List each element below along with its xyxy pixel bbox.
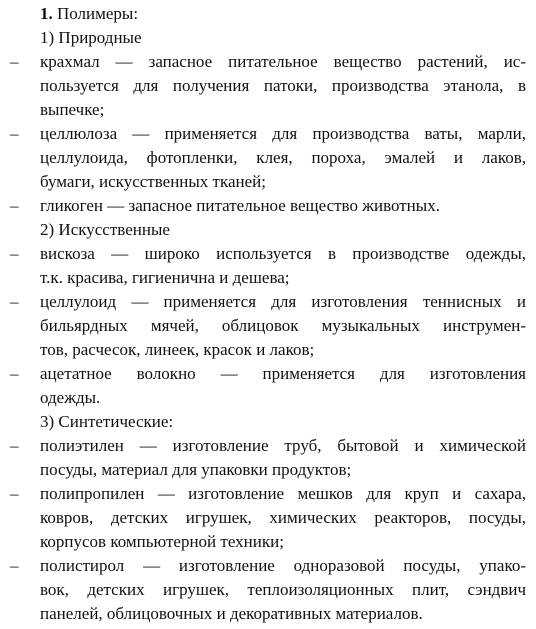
bullet-dash: – — [10, 52, 19, 71]
bullet-dash: – — [10, 244, 19, 263]
list-item-line — [0, 530, 536, 554]
heading-title: Полимеры: — [57, 4, 139, 23]
list-item-line — [0, 146, 536, 170]
bullet-dash: – — [10, 196, 19, 215]
list-item-text: полипропилен — изготовление мешков для круп и сахара, — [40, 484, 526, 503]
list-item-text: ковров, детских игрушек, химических реакторов, посуды, — [40, 508, 526, 527]
list-item-text: выпечке; — [40, 100, 105, 119]
list-item-line — [0, 122, 536, 146]
list-item-text: вок, детских игрушек, теплоизоляционных плит, сэндвич — [40, 580, 526, 599]
list-item-line — [0, 266, 536, 290]
list-item-line — [0, 50, 536, 74]
list-item-text: т.к. красива, гигиенична и дешева; — [40, 268, 290, 287]
section-title-line — [0, 26, 536, 50]
list-item-text: целлюлоза — применяется для производства ваты, марли, — [40, 124, 526, 143]
list-item-text: гликоген — запасное питательное вещество животных. — [40, 196, 440, 215]
list-item-line — [0, 386, 536, 410]
list-item-text: одежды. — [40, 388, 101, 407]
list-item-line — [0, 98, 536, 122]
list-item-line — [0, 434, 536, 458]
section-title: 1) Природные — [40, 28, 142, 47]
list-item-line — [0, 74, 536, 98]
section-title: 2) Искусственные — [40, 220, 170, 239]
bullet-dash: – — [10, 436, 19, 455]
bullet-dash: – — [10, 364, 19, 383]
list-item-line — [0, 194, 536, 218]
list-item-text: тов, расчесок, линеек, красок и лаков; — [40, 340, 315, 359]
list-item-line — [0, 554, 536, 578]
list-item-line — [0, 482, 536, 506]
list-item-line — [0, 506, 536, 530]
list-item-text: ацетатное волокно — применяется для изготовления — [40, 364, 526, 383]
list-item-line — [0, 290, 536, 314]
heading — [40, 2, 138, 26]
list-item-line — [0, 338, 536, 362]
list-item-text: целлулоид — применяется для изготовления теннисных и — [40, 292, 526, 311]
section-title-line — [0, 410, 536, 434]
bullet-dash: – — [10, 556, 19, 575]
list-item-text: бильярдных мячей, облицовок музыкальных инструмен- — [40, 316, 526, 335]
list-item-text: целлулоида, фотопленки, клея, пороха, эмалей и лаков, — [40, 148, 526, 167]
list-item-text: крахмал — запасное питательное вещество растений, ис- — [40, 52, 526, 71]
bullet-dash: – — [10, 484, 19, 503]
heading-line — [0, 2, 536, 26]
list-item-text: корпусов компьютерной техники; — [40, 532, 284, 551]
list-item-text: полиэтилен — изготовление труб, бытовой и химической — [40, 436, 526, 455]
list-item-text: вискоза — широко используется в производстве одежды, — [40, 244, 526, 263]
list-item-line — [0, 602, 536, 626]
bullet-dash: – — [10, 292, 19, 311]
list-item-text: посуды, материал для упаковки продуктов; — [40, 460, 352, 479]
list-item-line — [0, 458, 536, 482]
section-title: 3) Синтетические: — [40, 412, 174, 431]
heading-number: 1. — [40, 4, 53, 23]
list-item-line — [0, 362, 536, 386]
list-item-text: пользуется для получения патоки, производства этанола, в — [40, 76, 526, 95]
list-item-line — [0, 578, 536, 602]
list-item-line — [0, 314, 536, 338]
list-item-text: бумаги, искусственных тканей; — [40, 172, 266, 191]
list-item-line — [0, 242, 536, 266]
section-title-line — [0, 218, 536, 242]
list-item-line — [0, 170, 536, 194]
list-item-text: панелей, облицовочных и декоративных материалов. — [40, 604, 423, 623]
list-item-text: полистирол — изготовление одноразовой посуды, упако- — [40, 556, 526, 575]
bullet-dash: – — [10, 124, 19, 143]
